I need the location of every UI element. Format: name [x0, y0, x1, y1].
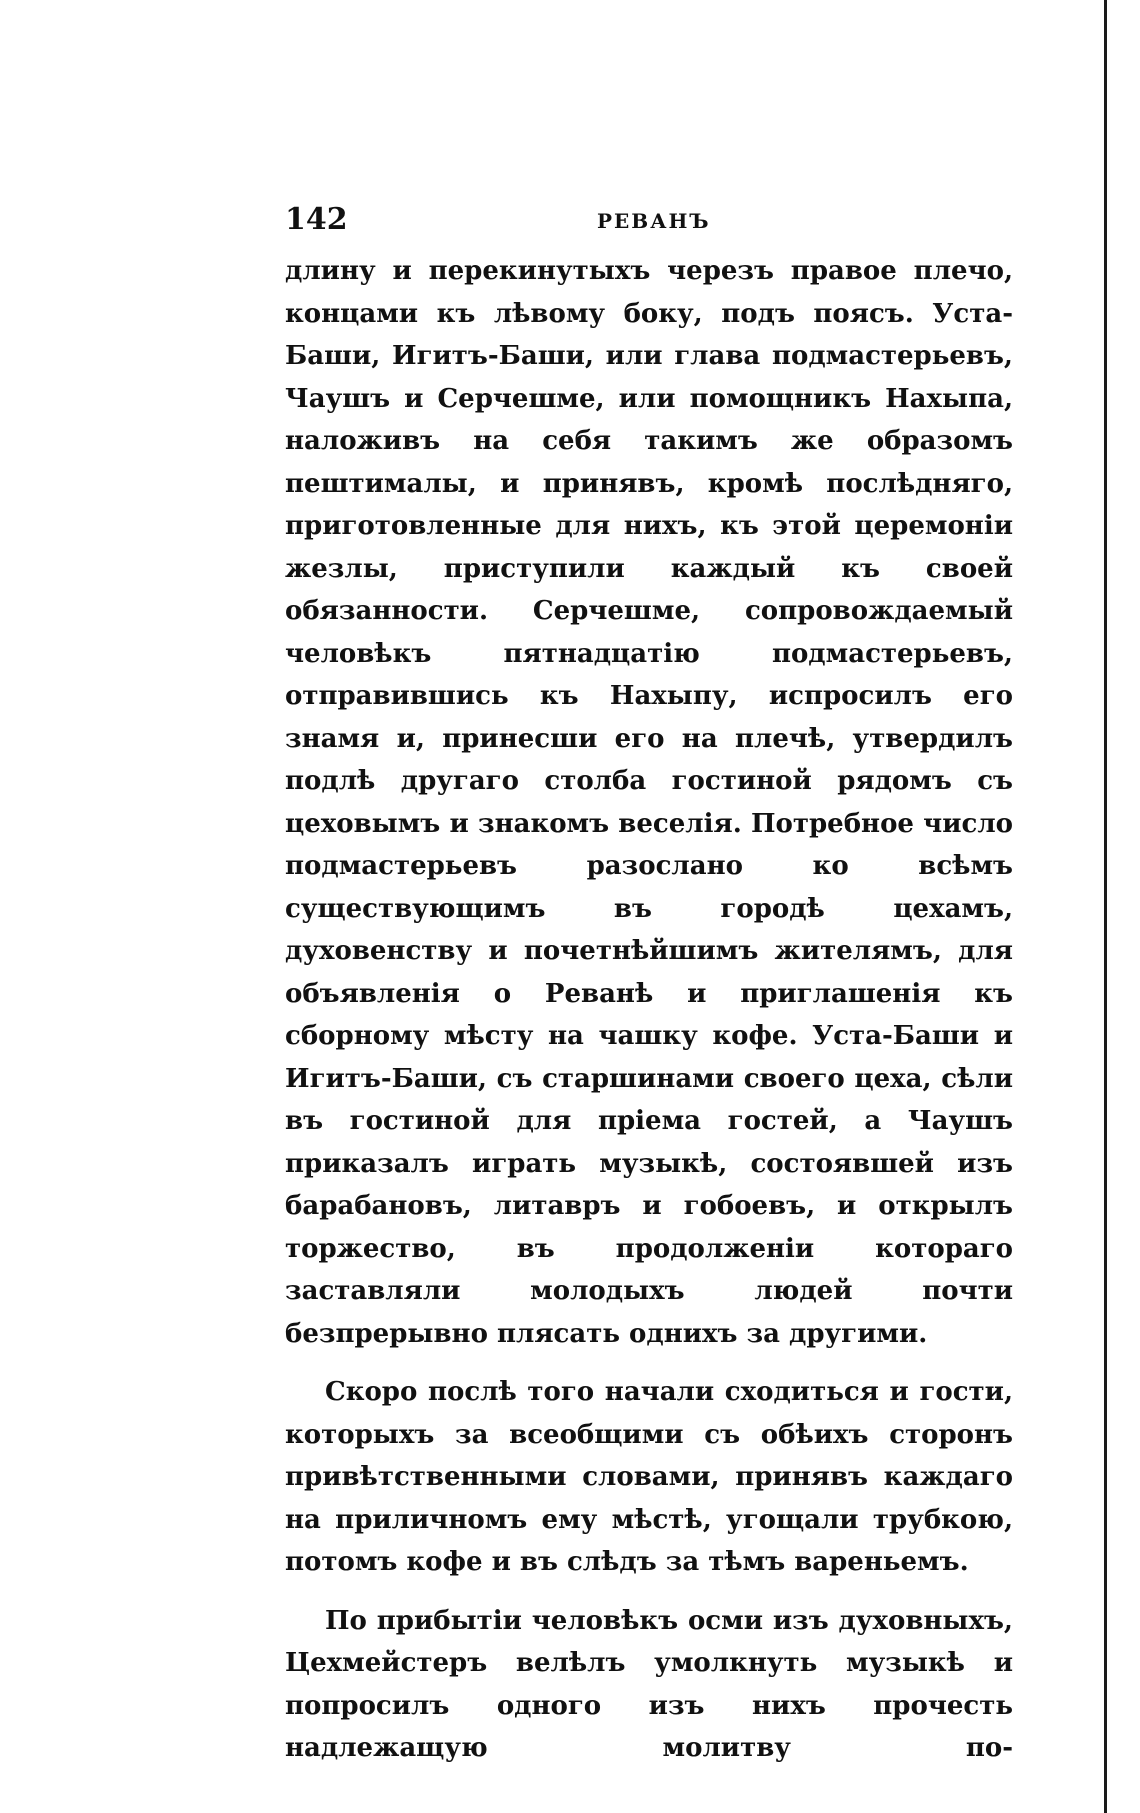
paragraph-3: По прибытіи человѣкъ осми изъ духовныхъ, Цехмейстеръ велѣлъ умолкнуть музыкѣ и попросилъ одного изъ нихъ прочесть надлежащую молитву по-: [285, 1605, 1013, 1763]
paragraph-2: Скоро послѣ того начали сходиться и гости, которыхъ за всеобщими съ обѣихъ сторонъ привѣтственными словами, принявъ каждаго на приличномъ ему мѣстѣ, угощали трубкою, потомъ кофе и въ слѣдъ за тѣмъ вареньемъ.: [285, 1377, 1013, 1577]
scan-edge-line: [1104, 0, 1107, 1813]
page-number: 142: [285, 202, 348, 237]
page-header: [285, 200, 1015, 240]
paragraph-1: длину и перекинутыхъ черезъ правое плечо, концами къ лѣвому боку, подъ поясъ. Уста-Баши, Игитъ-Баши, или глава подмастерьевъ, Чаушъ и Серчешме, или помощникъ Нахыпа, наложивъ на себя такимъ же образомъ пештималы, и принявъ, кромѣ послѣдняго, приготовленные для нихъ, къ этой церемоніи жезлы, приступили каждый къ своей обязанности. Серчешме, сопровождаемый человѣкъ пятнадцатію подмастерьевъ, отправившись къ Нахыпу, испросилъ его знамя и, принесши его на плечѣ, утвердилъ подлѣ другаго столба гостиной рядомъ съ цеховымъ и знакомъ веселія. Потребное число подмастерьевъ разослано ко всѣмъ существующимъ въ городѣ цехамъ, духовенству и почетнѣйшимъ жителямъ, для объявленія о Реванѣ и приглашенія къ сборному мѣсту на чашку кофе. Уста-Баши и Игитъ-Баши, съ старшинами своего цеха, сѣли въ гостиной для пріема гостей, а Чаушъ приказалъ играть музыкѣ, состоявшей изъ барабановъ, литавръ и гобоевъ, и открылъ торжество, въ продолженіи котораго заставляли молодыхъ людей почти безпрерывно плясать однихъ за другими.: [285, 256, 1013, 1349]
running-title: РЕВАНЪ: [597, 209, 711, 233]
body-text: [285, 250, 1013, 1770]
